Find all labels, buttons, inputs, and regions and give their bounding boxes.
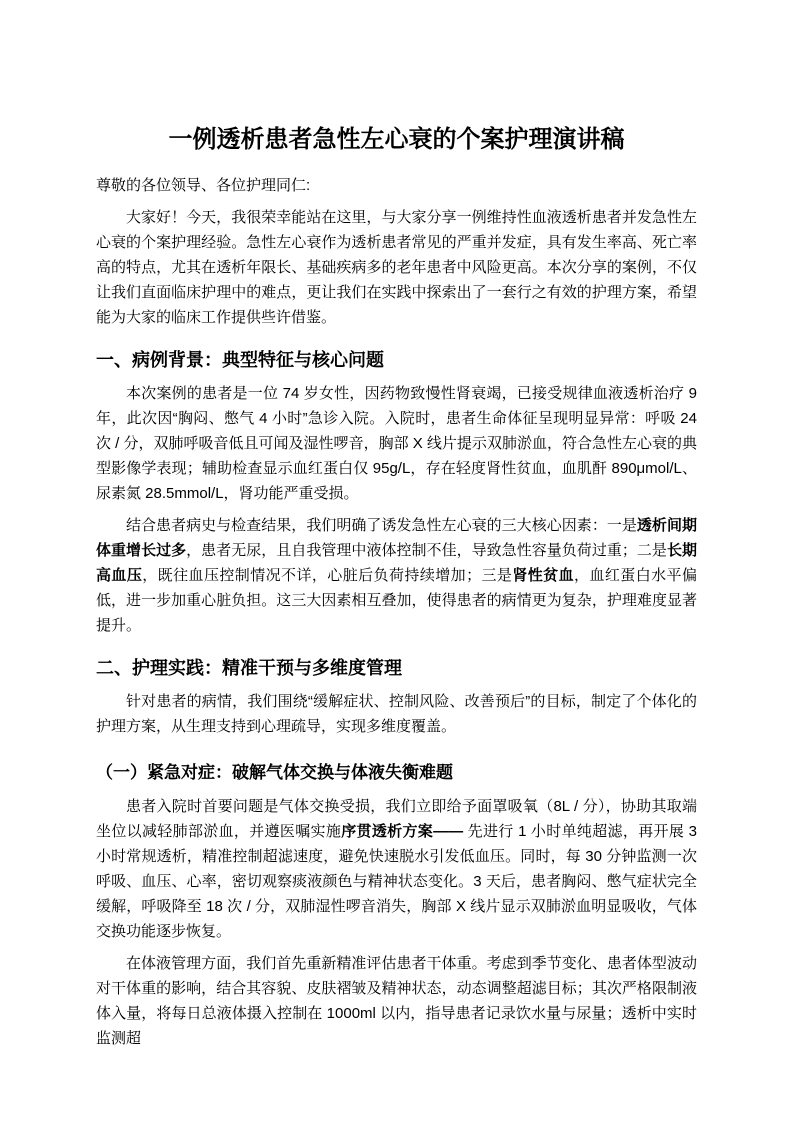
salutation: 尊敬的各位领导、各位护理同仁: [96, 177, 311, 194]
section-1-heading: 一、病例背景：典型特征与核心问题 [96, 350, 384, 370]
case-background-paragraph: 本次案例的患者是一位 74 岁女性，因药物致慢性肾衰竭，已接受规律血液透析治疗 9 年，此次因“胸闷、憋气 4 小时”急诊入院。入院时，患者生命体征呈现明显异常：呼吸 24 次 / 分，双肺呼吸音低且可闻及湿性啰音，胸部 X 线片提示双肺淤血，符合急性左心衰的典型影像学表现；辅助检查显示血红蛋白仅 95g/L，存在轻度肾性贫血，血肌酐 890μmol/L、尿素氮 28.5mmol/L，肾功能严重受损。 [96, 385, 697, 502]
fluid-management-paragraph: 在体液管理方面，我们首先重新精准评估患者干体重。考虑到季节变化、患者体型波动对干体重的影响，结合其容貌、皮肤褶皱及精神状态，动态调整超滤目标；其次严格限制液体入量，将每日总液体摄入控制在 1000ml 以内，指导患者记录饮水量与尿量；透析中实时监测超 [96, 955, 697, 1047]
intro-paragraph: 大家好！今天，我很荣幸能站在这里，与大家分享一例维持性血液透析患者并发急性左心衰的个案护理经验。急性左心衰作为透析患者常见的严重并发症，具有发生率高、死亡率高的特点，尤其在透析年限长、基础疾病多的老年患者中风险更高。本次分享的案例，不仅让我们直面临床护理中的难点，更让我们在实践中探索出了一套行之有效的护理方案，希望能为大家的临床工作提供些许借鉴。 [96, 209, 697, 326]
core-factors-paragraph: 结合患者病史与检查结果，我们明确了诱发急性左心衰的三大核心因素：一是透析间期体重增长过多，患者无尿，且自我管理中液体控制不佳，导致急性容量负荷过重；二是长期高血压，既往血压控制情况不详，心脏后负荷持续增加；三是肾性贫血，血红蛋白水平偏低，进一步加重心脏负担。这三大因素相互叠加，使得患者的病情更为复杂，护理难度显著提升。 [96, 517, 697, 634]
subsection-1-heading: （一）紧急对症：破解气体交换与体液失衡难题 [96, 763, 453, 782]
document-title: 一例透析患者急性左心衰的个案护理演讲稿 [168, 126, 625, 153]
section-2-heading: 二、护理实践：精准干预与多维度管理 [96, 658, 402, 678]
nursing-goal-paragraph: 针对患者的病情，我们围绕“缓解症状、控制风险、改善预后”的目标，制定了个体化的护理方案，从生理支持到心理疏导，实现多维度覆盖。 [96, 693, 697, 735]
emergency-care-paragraph: 患者入院时首要问题是气体交换受损，我们立即给予面罩吸氧（8L / 分），协助其取端坐位以减轻肺部淤血，并遵医嘱实施序贯透析方案—— 先进行 1 小时单纯超滤，再开展 3 小时常规透析，精准控制超滤速度，避免快速脱水引发低血压。同时，每 30 分钟监测一次呼吸、血压、心率，密切观察痰液颜色与精神状态变化。3 天后，患者胸闷、憋气症状完全缓解，呼吸降至 18 次 / 分，双肺湿性啰音消失，胸部 X 线片显示双肺淤血明显吸收，气体交换功能逐步恢复。 [96, 798, 697, 940]
